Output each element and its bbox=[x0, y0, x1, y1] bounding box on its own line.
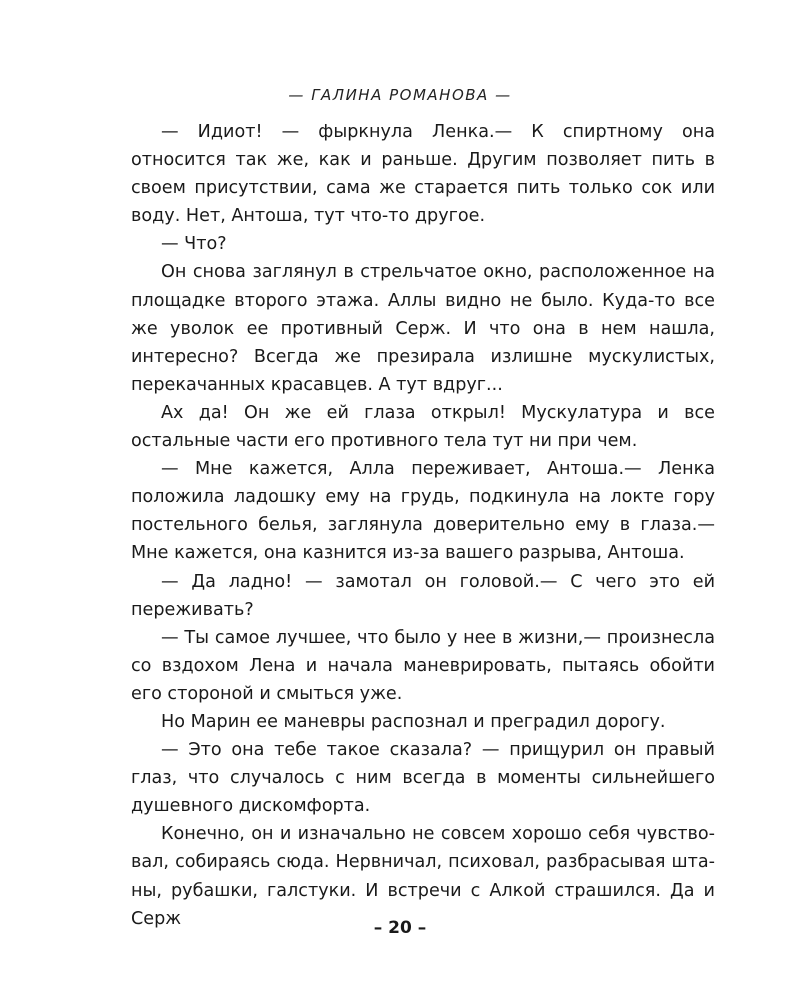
page-body bbox=[131, 118, 715, 933]
paragraph: Ах да! Он же ей глаза открыл! Мускулатура и все остальные части его противного тела тут ни при чем. bbox=[131, 402, 715, 452]
paragraph: — Мне кажется, Алла переживает, Антоша.— Ленка положила ладошку ему на грудь, подкинула на локте гору постельного белья, заглянула доверительно ему в глаза.— Мне кажется, она казнится из-за вашего разрыва, Антоша. bbox=[131, 459, 715, 564]
paragraph: — Это она тебе такое сказала? — прищурил он правый глаз, что случалось с ним всегда в моменты сильнейшего душевного дискомфорта. bbox=[131, 740, 715, 817]
paragraph: — Ты самое лучшее, что было у нее в жизни,— произнесла со вздохом Лена и начала маневрировать, пытаясь обойти его стороной и смыться уже. bbox=[131, 627, 715, 704]
paragraph: — Идиот! — фыркнула Ленка.— К спиртному она относится так же, как и раньше. Другим позволяет пить в своем присутствии, сама же старается пить только сок или воду. Нет, Антоша, тут что-то другое. bbox=[131, 122, 715, 227]
paragraph: — Что? bbox=[161, 234, 227, 255]
page-number: – 20 – bbox=[373, 918, 427, 938]
paragraph: Конечно, он и изначально не совсем хорошо себя чувствовал, собираясь сюда. Нервничал, психовал, разбрасывая штаны, рубашки, галстуки. И встречи с Алкой страшился. Да и Серж bbox=[131, 824, 715, 929]
paragraph: Но Марин ее маневры распознал и преградил дорогу. bbox=[161, 711, 666, 732]
paragraph: Он снова заглянул в стрельчатое окно, расположенное на площадке второго этажа. Аллы видно не было. Куда-то все же уволок ее противный Серж. И что она в нем нашла, интересно? Всегда же презирала излишне мускулистых, перекачанных красавцев. А тут вдруг... bbox=[131, 262, 715, 395]
running-header: — ГАЛИНА РОМАНОВА — bbox=[288, 86, 512, 104]
paragraph: — Да ладно! — замотал он головой.— С чего это ей переживать? bbox=[131, 571, 715, 620]
